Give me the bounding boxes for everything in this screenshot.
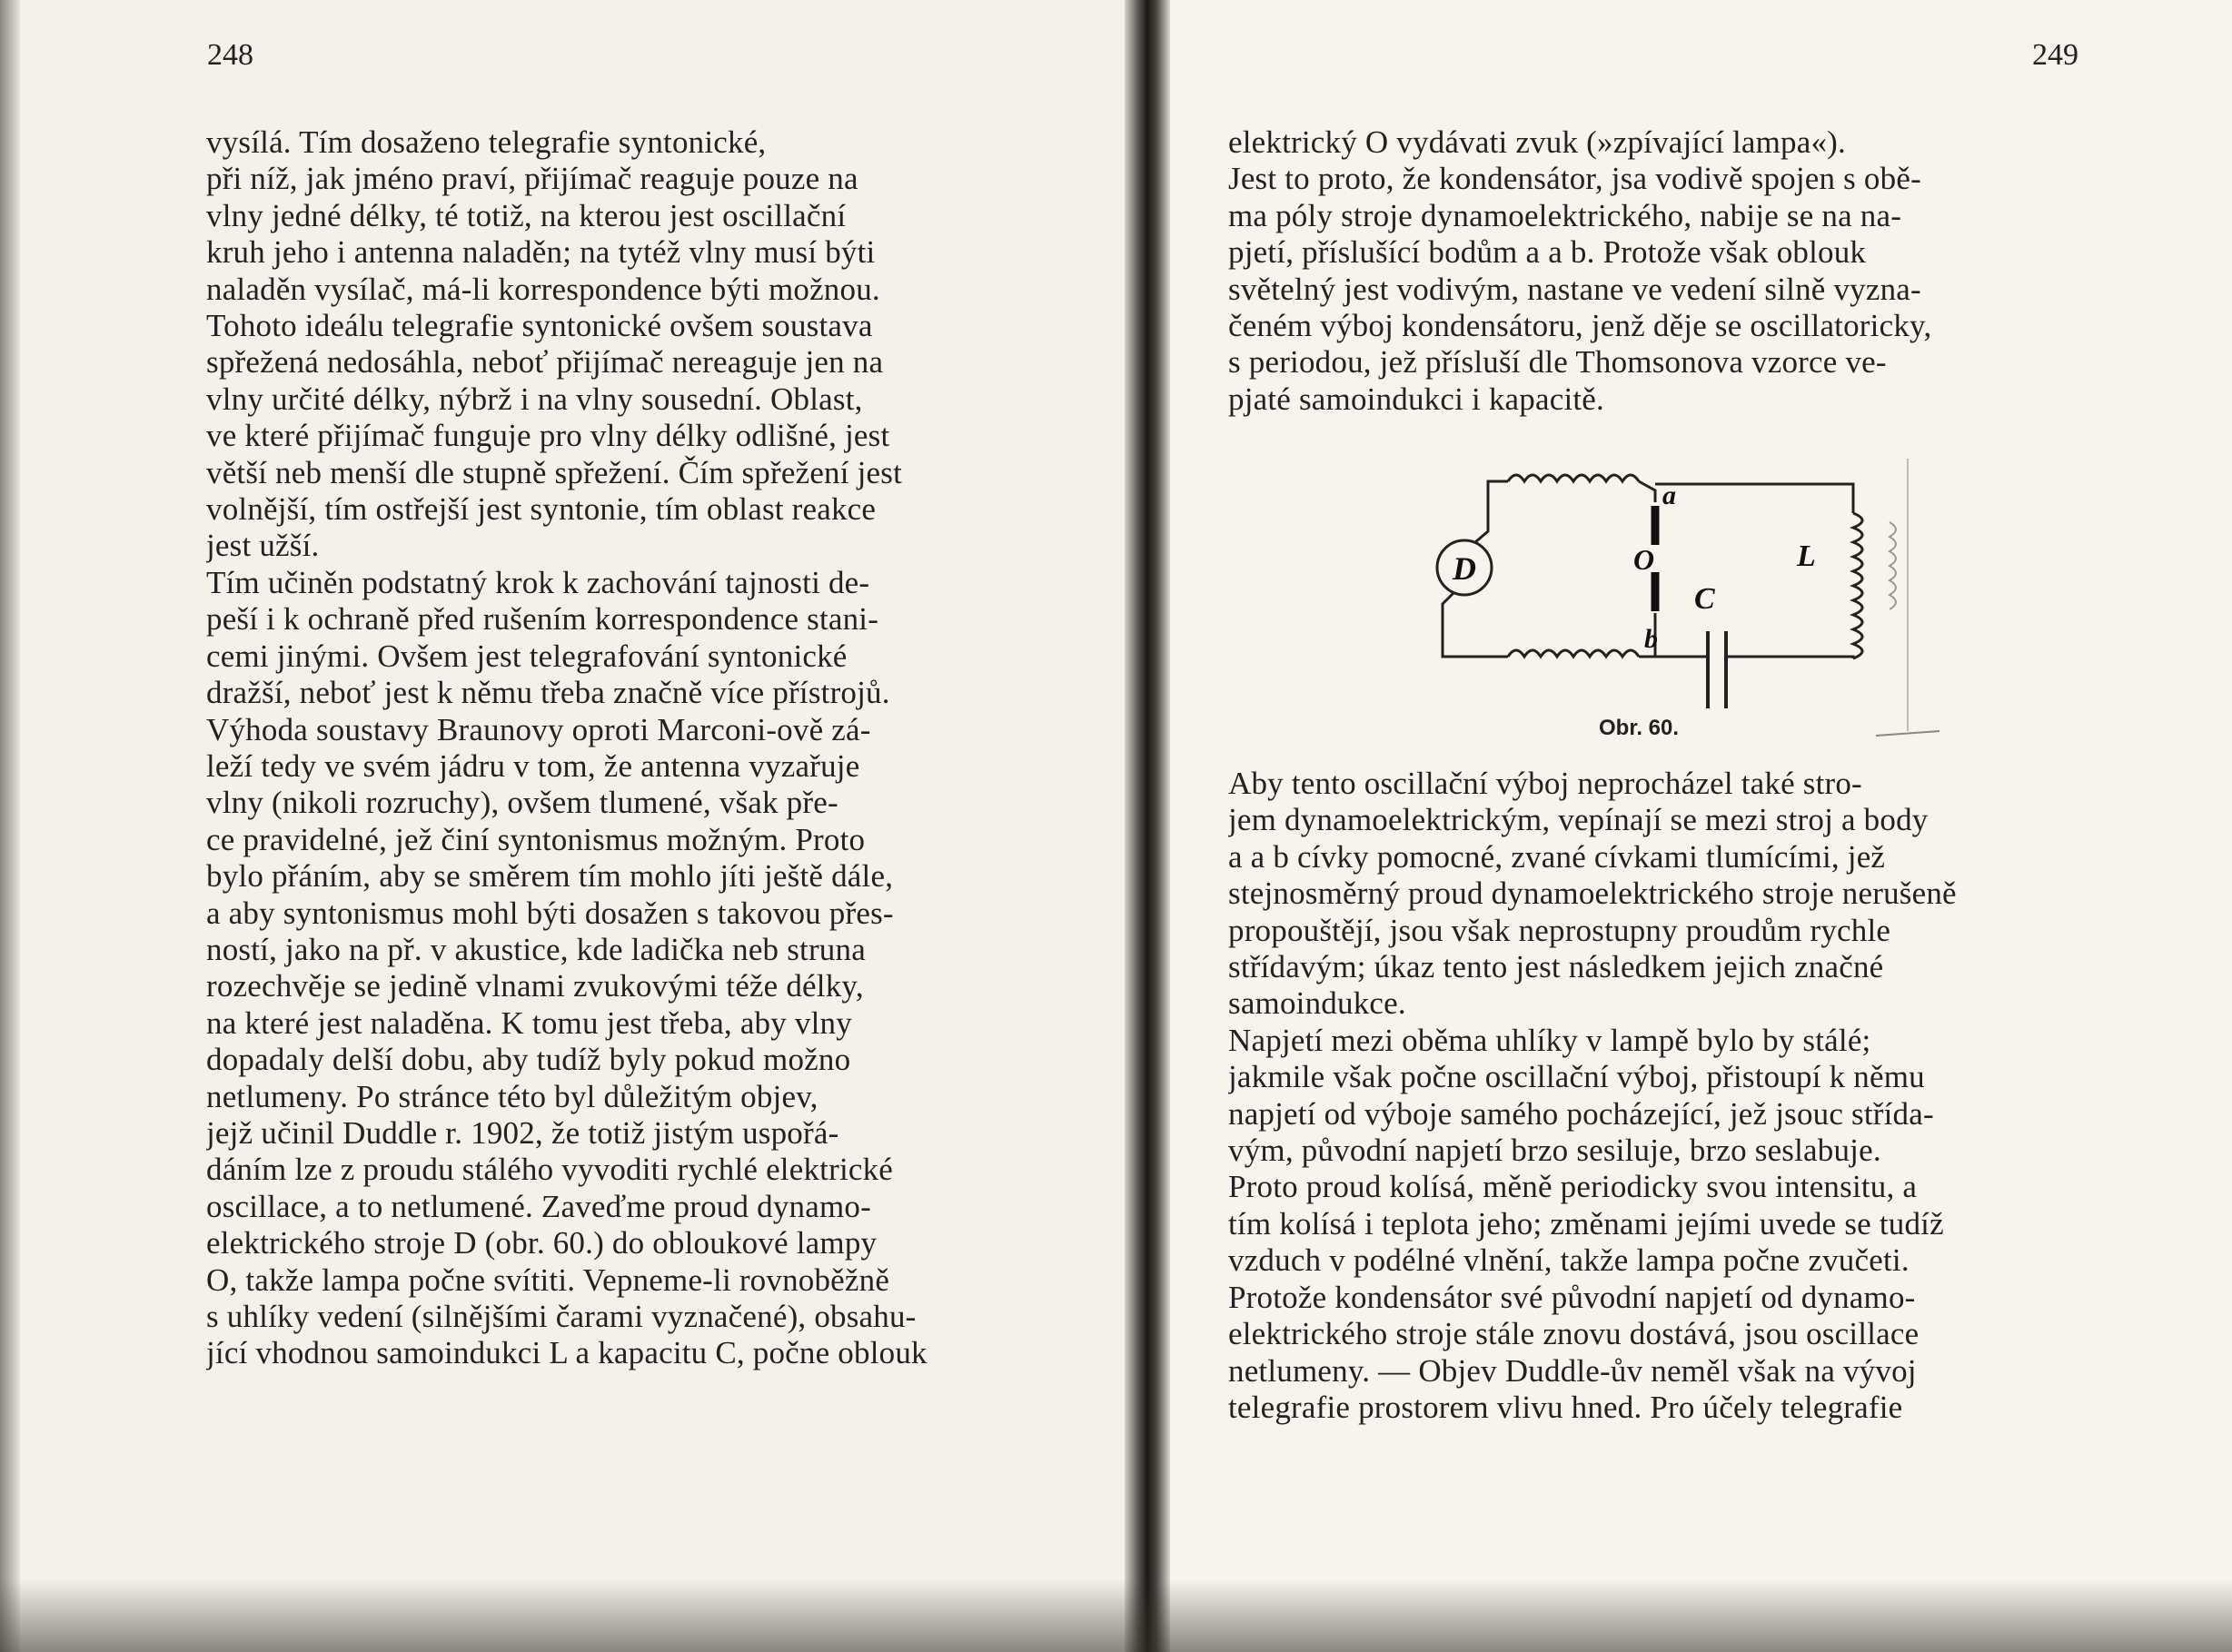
text-line: vlny určité délky, nýbrž i na vlny sousední. Oblast, bbox=[206, 381, 863, 417]
text-line: Jest to proto, že kondensátor, jsa vodivě spojen s obě- bbox=[1228, 161, 1921, 197]
text-line: s uhlíky vedení (silnějšími čarami vyznačené), obsahu- bbox=[206, 1299, 917, 1334]
page-bottom-shadow bbox=[0, 1579, 2232, 1652]
text-line: cemi jinými. Ovšem jest telegrafování syntonické bbox=[206, 638, 848, 674]
text-line: větší neb menší dle stupně spřežení. Čím spřežení jest bbox=[206, 454, 903, 490]
text-line: a aby syntonismus mohl býti dosažen s takovou přes- bbox=[206, 895, 894, 931]
text-line: Protože kondensátor své původní napjetí od dynamo- bbox=[1228, 1279, 1916, 1315]
text-line: dražší, neboť jest k němu třeba značně více přístrojů. bbox=[206, 675, 890, 711]
text-line: napjetí od výboje samého pocházející, jež jsouc střída- bbox=[1228, 1095, 1934, 1132]
text-line: na které jest naladěna. K tomu jest třeba, aby vlny bbox=[206, 1004, 852, 1041]
text-line: a a b cívky pomocné, zvané cívkami tlumícími, jež bbox=[1228, 838, 1886, 875]
text-line: ností, jako na př. v akustice, kde ladička neb struna bbox=[206, 931, 866, 967]
label-a: a bbox=[1662, 480, 1676, 510]
label-C: C bbox=[1694, 582, 1715, 616]
text-line: Proto proud kolísá, měně periodicky svou intensitu, a bbox=[1228, 1169, 1918, 1205]
text-line: jejž učinil Duddle r. 1902, že totiž jistým uspořá- bbox=[206, 1114, 839, 1151]
figure-caption: Obr. 60. bbox=[1599, 716, 1680, 740]
text-line: tím kolísá i teplota jeho; změnami jejími uvede se tudíž bbox=[1228, 1205, 1944, 1241]
circuit-diagram-svg bbox=[1417, 459, 1980, 740]
text-line: netlumeny. Po stránce této byl důležitým objev, bbox=[206, 1078, 818, 1114]
text-line: vysílá. Tím dosaženo telegrafie syntonické, bbox=[206, 124, 767, 160]
inductor-L bbox=[1853, 513, 1862, 658]
text-line: samoindukce. bbox=[1228, 985, 1406, 1022]
text-line: při níž, jak jméno praví, přijímač reaguje pouze na bbox=[206, 161, 858, 197]
text-line: vlny (nikoli rozruchy), ovšem tlumené, však pře- bbox=[206, 785, 838, 821]
text-line: jem dynamoelektrickým, vepínají se mezi stroj a body bbox=[1228, 802, 1929, 838]
text-line: elektrický O vydávati zvuk (»zpívající lampa«). bbox=[1228, 124, 1846, 160]
text-line: ma póly stroje dynamoelektrického, nabije se na na- bbox=[1228, 197, 1902, 233]
text-line: naladěn vysílač, má-li korrespondence býti možnou. bbox=[206, 271, 880, 307]
text-line: bylo přáním, aby se směrem tím mohlo jíti ještě dále, bbox=[206, 858, 894, 895]
text-line: O, takže lampa počne svítiti. Vepneme-li rovnoběžně bbox=[206, 1261, 890, 1298]
text-line: ce pravidelné, jež činí syntonismus možným. Proto bbox=[206, 821, 866, 857]
text-line: jakmile však počne oscillační výboj, přistoupí k němu bbox=[1228, 1059, 1925, 1095]
text-line: Tím učiněn podstatný krok k zachování tajnosti de- bbox=[206, 564, 870, 600]
text-line: ve které přijímač funguje pro vlny délky odlišné, jest bbox=[206, 418, 890, 454]
text-line: kruh jeho i antenna naladěn; na tytéž vlny musí býti bbox=[206, 234, 876, 271]
text-line: netlumeny. — Objev Duddle-ův neměl však na vývoj bbox=[1228, 1352, 1917, 1389]
left-page-text bbox=[206, 124, 1060, 1372]
text-line: spřežená nedosáhla, neboť přijímač nereaguje jen na bbox=[206, 344, 884, 381]
text-line: rozechvěje se jedině vlnami zvukovými téže délky, bbox=[206, 968, 864, 1004]
label-D: D bbox=[1453, 550, 1476, 587]
right-page-number: 249 bbox=[2032, 38, 2078, 72]
text-line: Tohoto ideálu telegrafie syntonické ovšem soustava bbox=[206, 308, 873, 344]
text-line: propouštějí, jsou však neprostupny proudům rychle bbox=[1228, 912, 1891, 948]
text-line: pjaté samoindukci i kapacitě. bbox=[1228, 381, 1604, 417]
right-page-text-bottom bbox=[1228, 766, 2082, 1426]
left-page-number: 248 bbox=[207, 38, 253, 72]
text-line: s periodou, jež přísluší dle Thomsonova vzorce ve- bbox=[1228, 344, 1887, 381]
text-line: Napjetí mezi oběma uhlíky v lampě bylo by stálé; bbox=[1228, 1022, 1871, 1058]
text-line: čeném výboj kondensátoru, jenž děje se oscillatoricky, bbox=[1228, 308, 1932, 344]
text-line: Aby tento oscillační výboj neprocházel také stro- bbox=[1228, 766, 1862, 801]
text-line: oscillace, a to netlumené. Zaveďme proud dynamo- bbox=[206, 1188, 871, 1224]
text-line: vým, původní napjetí brzo sesiluje, brzo seslabuje. bbox=[1228, 1133, 1881, 1169]
text-line: jest užší. bbox=[206, 528, 320, 564]
text-line: pjetí, příslušící bodům a a b. Protože však oblouk bbox=[1228, 234, 1867, 271]
text-line: stejnosměrný proud dynamoelektrického stroje nerušeně bbox=[1228, 875, 1957, 912]
text-line: Výhoda soustavy Braunovy oproti Marconi-ově zá- bbox=[206, 711, 871, 747]
bottom-damping-coil bbox=[1508, 650, 1639, 657]
text-line: vzduch v podélné vlnění, takže lampa počne zvučeti. bbox=[1228, 1242, 1910, 1279]
label-O: O bbox=[1633, 543, 1655, 576]
label-L: L bbox=[1797, 539, 1816, 573]
text-line: telegrafie prostorem vlivu hned. Pro účely telegrafie bbox=[1228, 1389, 1903, 1425]
top-damping-coil bbox=[1508, 475, 1639, 481]
text-line: volnější, tím ostřejší jest syntonie, tím oblast reakce bbox=[206, 491, 877, 528]
text-line: světelný jest vodivým, nastane ve vedení silně vyzna- bbox=[1228, 271, 1921, 307]
circuit-diagram bbox=[1417, 459, 1980, 740]
label-b: b bbox=[1644, 624, 1658, 654]
text-line: dáním lze z proudu stálého vyvoditi rychlé elektrické bbox=[206, 1152, 894, 1188]
text-line: jící vhodnou samoindukci L a kapacitu C, počne oblouk bbox=[206, 1335, 928, 1371]
text-line: leží tedy ve svém jádru v tom, že antenna vyzařuje bbox=[206, 747, 860, 784]
text-line: peší i k ochraně před rušením korrespondence stani- bbox=[206, 601, 879, 638]
book-gutter bbox=[1125, 0, 1170, 1652]
text-line: elektrického stroje stále znovu dostává, jsou oscillace bbox=[1228, 1316, 1920, 1352]
book-edge-shadow bbox=[0, 0, 20, 1652]
text-line: dopadaly delší dobu, aby tudíž byly pokud možno bbox=[206, 1042, 851, 1078]
right-page-text-top bbox=[1228, 124, 2082, 418]
text-line: střídavým; úkaz tento jest následkem jejich značné bbox=[1228, 949, 1884, 985]
text-line: vlny jedné délky, té totiž, na kterou jest oscillační bbox=[206, 197, 847, 233]
text-line: elektrického stroje D (obr. 60.) do obloukové lampy bbox=[206, 1225, 878, 1261]
